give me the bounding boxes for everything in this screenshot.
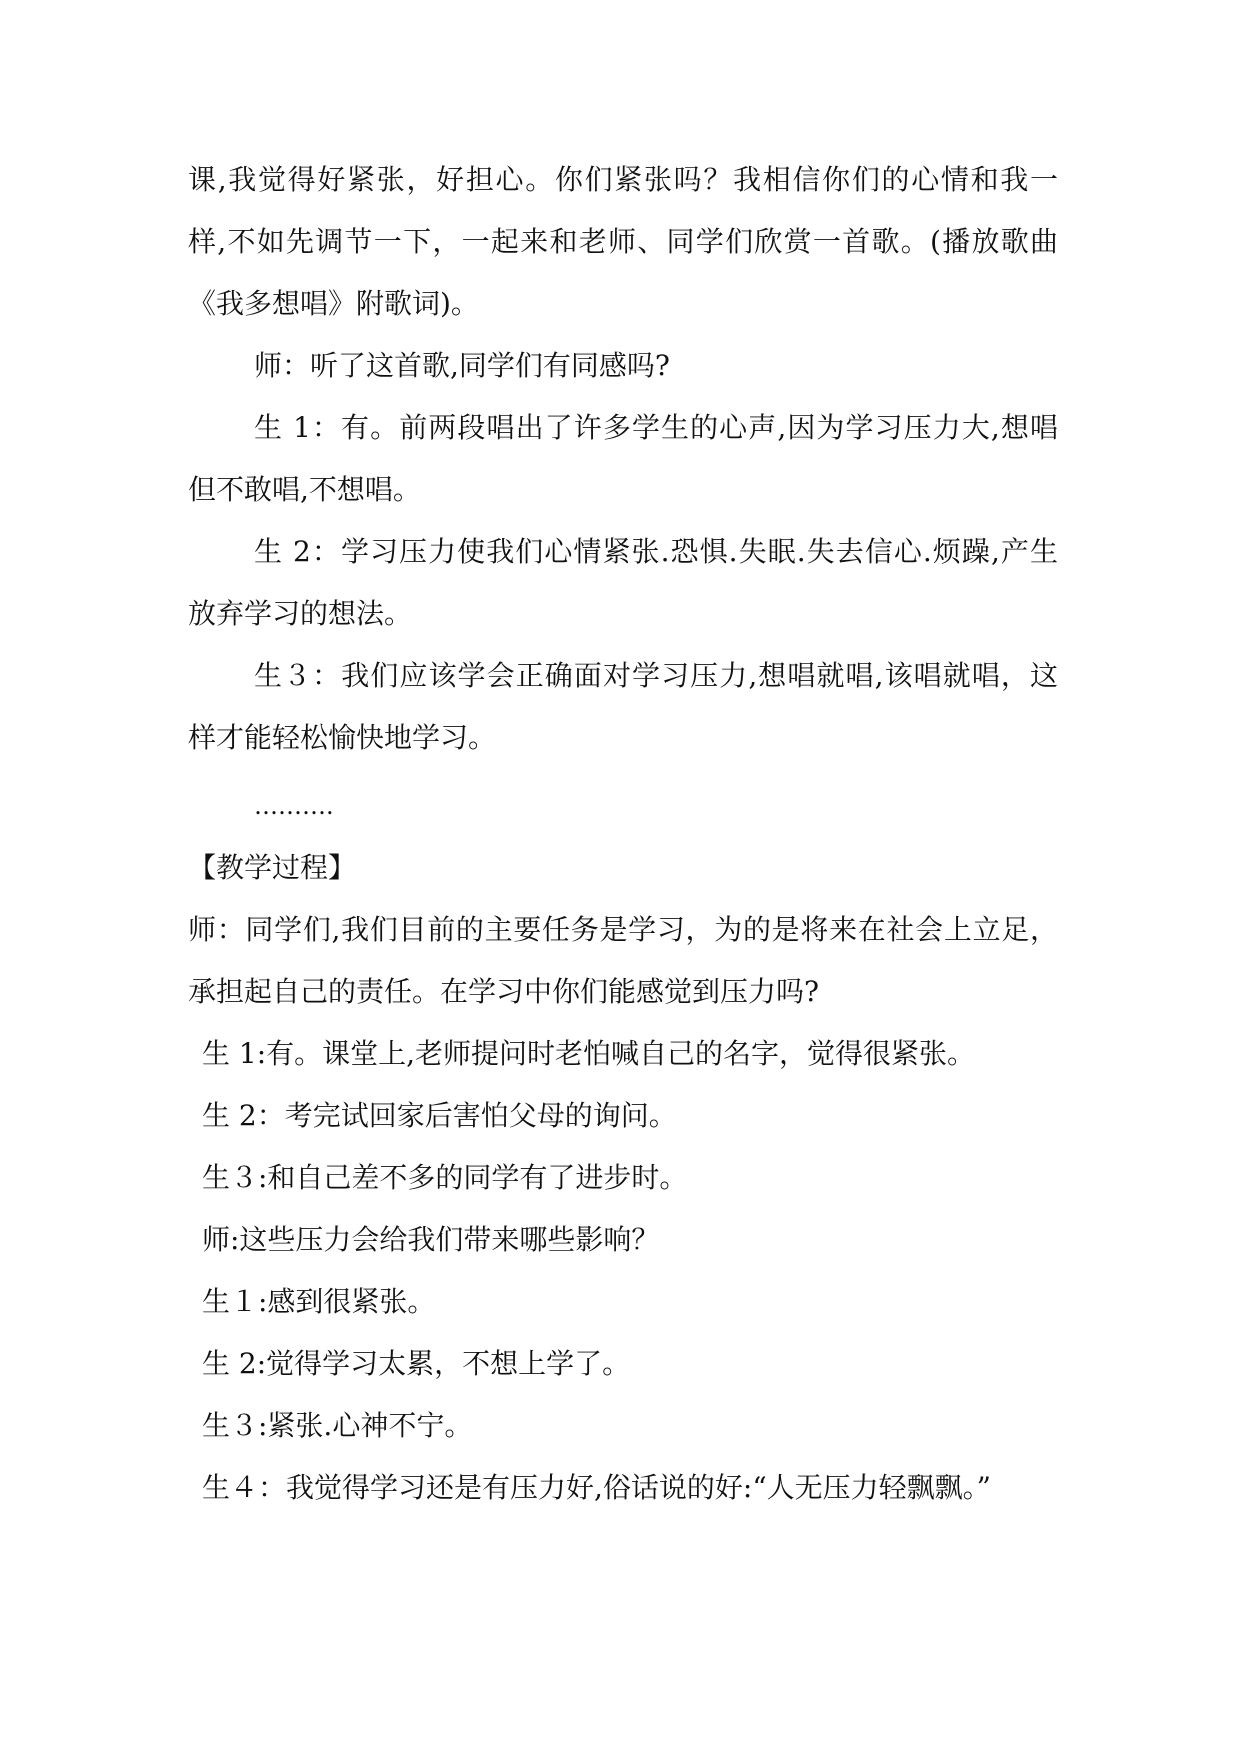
student-answer-line: 放弃学习的想法。 bbox=[188, 597, 413, 630]
teacher-question: 师:这些压力会给我们带来哪些影响？ bbox=[202, 1223, 660, 1256]
student-answer: 生 1:有。课堂上,老师提问时老怕喊自己的名字，觉得很紧张。 bbox=[202, 1037, 976, 1070]
paragraph-line: 《我多想唱》附歌词)。 bbox=[188, 287, 479, 320]
student-answer-line: 但不敢唱,不想唱。 bbox=[188, 473, 421, 506]
student-answer: 生３:紧张.心神不宁。 bbox=[202, 1409, 473, 1442]
student-answer-line: 生 1：有。前两段唱出了许多学生的心声,因为学习压力大,想唱 bbox=[254, 411, 1058, 444]
student-answer-line: 生 2：学习压力使我们心情紧张.恐惧.失眠.失去信心.烦躁,产生 bbox=[254, 535, 1058, 568]
student-answer-line: 样才能轻松愉快地学习。 bbox=[188, 721, 497, 754]
teacher-question: 师：同学们,我们目前的主要任务是学习，为的是将来在社会上立足， bbox=[188, 913, 1058, 946]
section-heading: 【教学过程】 bbox=[188, 851, 357, 884]
student-answer: 生 2:觉得学习太累，不想上学了。 bbox=[202, 1347, 631, 1380]
student-answer-line: 生３：我们应该学会正确面对学习压力,想唱就唱,该唱就唱，这 bbox=[254, 659, 1058, 692]
student-answer: 生 2：考完试回家后害怕父母的询问。 bbox=[202, 1099, 677, 1132]
ellipsis: ………. bbox=[254, 792, 334, 820]
student-answer: 生４：我觉得学习还是有压力好,俗话说的好:“人无压力轻飘飘。” bbox=[202, 1471, 991, 1504]
student-answer: 生１:感到很紧张。 bbox=[202, 1285, 436, 1318]
paragraph-line: 课,我觉得好紧张，好担心。你们紧张吗？我相信你们的心情和我一 bbox=[188, 163, 1058, 196]
teacher-question: 承担起自己的责任。在学习中你们能感觉到压力吗? bbox=[188, 975, 820, 1008]
student-answer: 生３:和自己差不多的同学有了进步时。 bbox=[202, 1161, 688, 1194]
paragraph-line: 样,不如先调节一下，一起来和老师、同学们欣赏一首歌。(播放歌曲 bbox=[188, 225, 1058, 258]
teacher-question: 师：听了这首歌,同学们有同感吗? bbox=[254, 349, 670, 382]
